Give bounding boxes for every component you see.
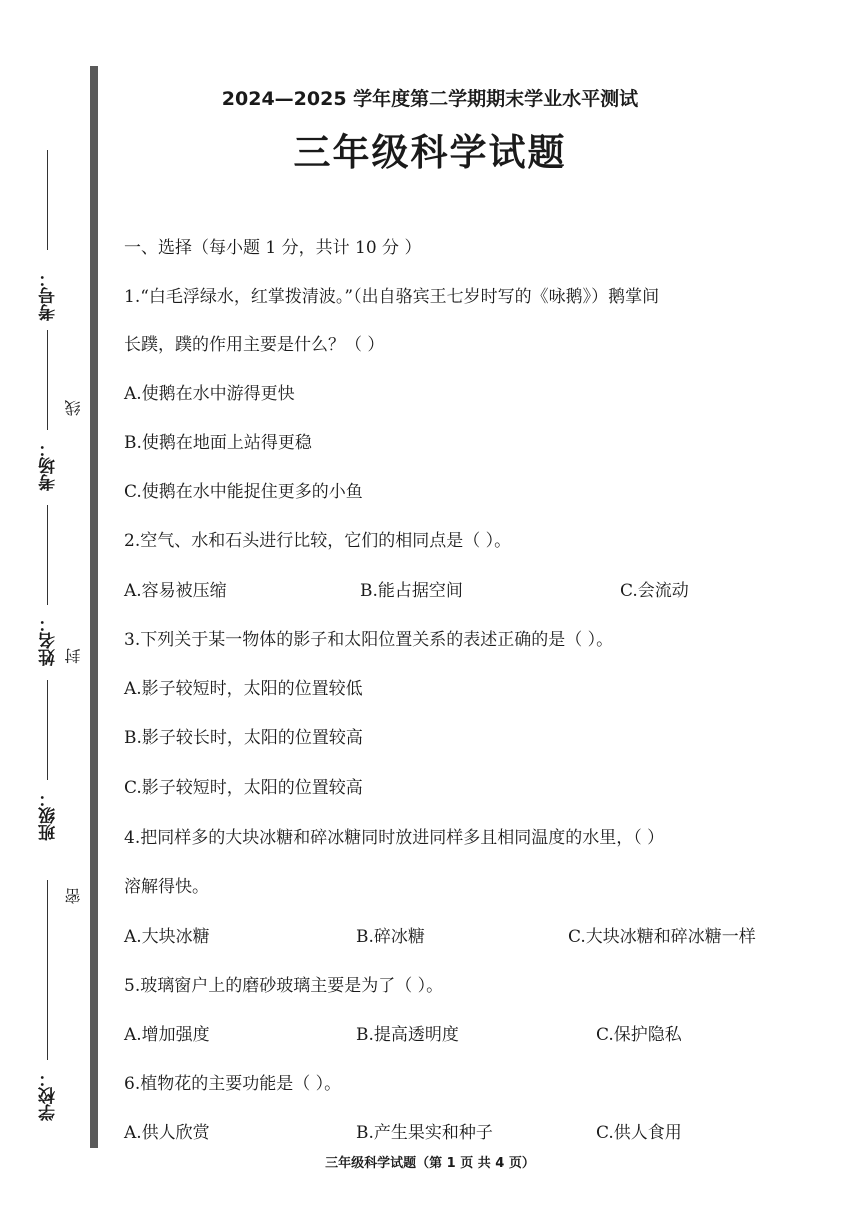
q6-option-a: A.供人欣赏 xyxy=(124,1123,210,1143)
q2-stem: 2.空气、水和石头进行比较，它们的相同点是（ ）。 xyxy=(124,531,512,551)
q5-stem: 5.玻璃窗户上的磨砂玻璃主要是为了（ ）。 xyxy=(124,976,444,996)
q1-option-c: C.使鹅在水中能捉住更多的小鱼 xyxy=(124,482,363,502)
q4-option-c: C.大块冰糖和碎冰糖一样 xyxy=(568,927,756,947)
exam-room-line xyxy=(47,330,48,430)
school-line xyxy=(47,880,48,1060)
q4-option-a: A.大块冰糖 xyxy=(124,927,210,947)
seal-char-seal: 封 xyxy=(64,648,83,664)
q3-stem: 3.下列关于某一物体的影子和太阳位置关系的表述正确的是（ ）。 xyxy=(124,630,614,650)
school-label: 学校： xyxy=(39,1070,59,1121)
q6-option-c: C.供人食用 xyxy=(596,1123,682,1143)
q4-option-b: B.碎冰糖 xyxy=(356,927,425,947)
q2-option-b: B.能占据空间 xyxy=(360,581,463,601)
q1-option-b: B.使鹅在地面上站得更稳 xyxy=(124,433,312,453)
q5-option-a: A.增加强度 xyxy=(124,1025,210,1045)
q3-option-a: A.影子较短时，太阳的位置较低 xyxy=(124,679,363,699)
q5-option-c: C.保护隐私 xyxy=(596,1025,682,1045)
name-line xyxy=(47,505,48,605)
q1-stem-line1: 1.“白毛浮绿水，红掌拨清波。”（出自骆宾王七岁时写的《咏鹅》）鹅掌间 xyxy=(124,287,660,307)
q4-stem-line2: 溶解得快。 xyxy=(124,877,209,897)
class-label: 班级： xyxy=(39,790,59,841)
name-label: 姓名： xyxy=(39,615,59,666)
seal-char-line: 线 xyxy=(64,400,83,416)
section-heading: 一、选择（每小题 1 分，共计 10 分 ） xyxy=(124,238,422,258)
q3-option-b: B.影子较长时，太阳的位置较高 xyxy=(124,728,363,748)
exam-title: 三年级科学试题 xyxy=(293,131,567,174)
q1-stem-line2: 长蹼，蹼的作用主要是什么？（ ） xyxy=(124,335,385,355)
q2-option-c: C.会流动 xyxy=(620,581,689,601)
page-footer: 三年级科学试题（第 1 页 共 4 页） xyxy=(325,1156,535,1171)
q2-option-a: A.容易被压缩 xyxy=(124,581,227,601)
q5-option-b: B.提高透明度 xyxy=(356,1025,459,1045)
q6-option-b: B.产生果实和种子 xyxy=(356,1123,493,1143)
q3-option-c: C.影子较短时，太阳的位置较高 xyxy=(124,778,363,798)
q6-stem: 6.植物花的主要功能是（ ）。 xyxy=(124,1074,342,1094)
binding-line xyxy=(90,66,98,1148)
seal-char-secret: 密 xyxy=(64,888,83,904)
class-line xyxy=(47,680,48,780)
q4-stem-line1: 4.把同样多的大块冰糖和碎冰糖同时放进同样多且相同温度的水里，（ ） xyxy=(124,828,665,848)
exam-number-label: 考号： xyxy=(39,270,59,321)
q1-option-a: A.使鹅在水中游得更快 xyxy=(124,384,295,404)
exam-subtitle: 2024—2025 学年度第二学期期末学业水平测试 xyxy=(221,88,639,110)
exam-room-label: 考场： xyxy=(39,440,59,491)
